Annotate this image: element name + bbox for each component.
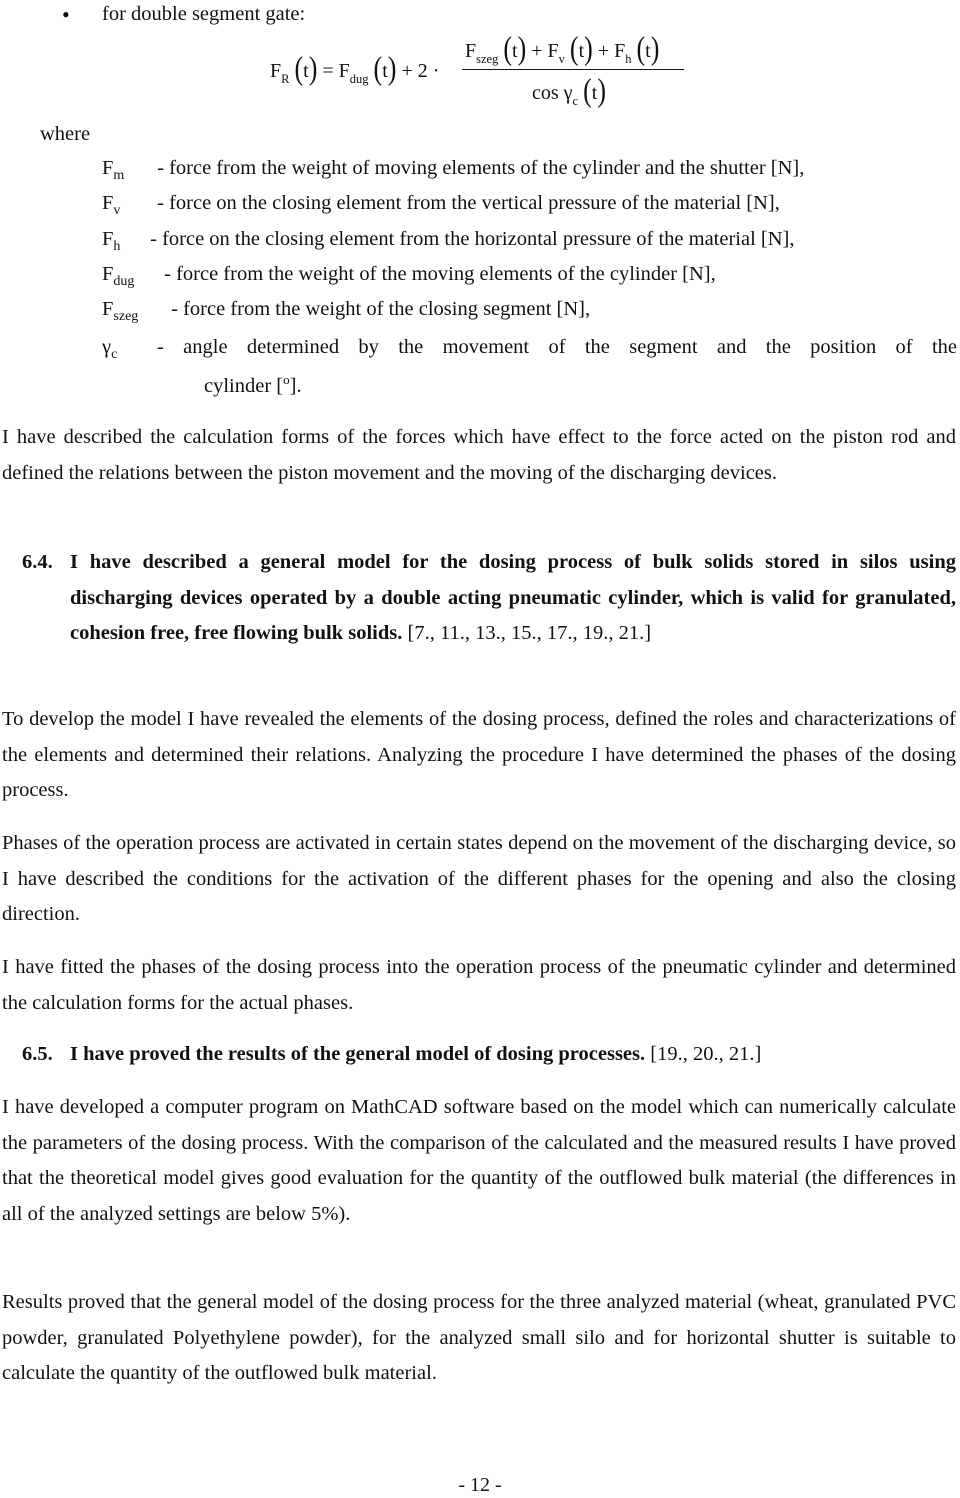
definition-row: $F_m$ - force from the weight of moving elements of the cylinder and the shutter [N], [102,157,805,184]
formula-fdug-subscript: dug [349,72,369,86]
paragraph: Phases of the operation process are activated in certain states depend on the movement of the discharging device, so I have described the conditions for the activation of the different phases for the opening and also the closing direction. [2,832,956,925]
definition-row: $F_{szeg}$ - force from the weight of the closing segment [N], [102,298,591,325]
formula-numerator: $F_{szeg}$ $(t) + F_v$ $(t) + F_h$ (t) [465,30,660,67]
section-6-5 [2,1037,956,1073]
definition-row: $F_v$ - force on the closing element from the vertical pressure of the material [N], [102,192,780,219]
formula-arg: t [303,60,309,82]
paragraph: To develop the model I have revealed the elements of the dosing process, defined the roles and characterizations of the elements and determined their relations. Analyzing the procedure I have determined the phases of the dosing process. [2,708,956,801]
section-text: I have described a general model for the dosing process of bulk solids stored in silos using discharging devices operated by a double acting pneumatic cylinder, which is valid for granulated, cohesion free, free flowing bulk solids. [7., 11., 13., 15., 17., 19., 21.] [70,551,956,644]
page-number: - 12 - [458,1474,502,1496]
section-number: 6.5. [22,1043,53,1065]
section-text: I have proved the results of the general model of dosing processes. [19., 20., 21.] [70,1043,762,1065]
formula [270,30,690,116]
formula-fdug: F [338,60,350,82]
formula-lhs-subscript: R [281,72,290,86]
where-label: where [40,123,91,145]
bullet-text: for double segment gate: [102,3,306,25]
paragraph: I have described the calculation forms of the forces which have effect to the force acted on the piston rod and defined the relations between the piston movement and the moving of the discharging devices. [2,426,956,484]
formula-denominator: $\cos \gamma_c$ (t) [532,72,606,109]
formula-lhs-symbol: F [270,60,282,82]
paragraph: Results proved that the general model of the dosing process for the three analyzed material (wheat, granulated PVC powder, granulated Polyethylene powder), for the analyzed small silo and for horizontal shutter is suitable to calculate the quantity of the outflowed bulk material. [2,1291,956,1384]
formula-equals: = [322,60,334,82]
definition-continuation: cylinder [$^o$]. [204,372,302,397]
section-6-4 [2,545,956,652]
formula-plus-two: + 2 · [401,60,440,82]
definition-row: $\gamma_c$ - angle determined by the movement of the segment and the position of the [102,336,957,363]
formula-lhs: $F_R$ $(t) = F_{dug}$ (t) + 2 · [270,50,440,87]
bullet-dot: • [62,2,70,27]
paragraph: I have fitted the phases of the dosing process into the operation process of the pneumatic cylinder and determined the calculation forms for the actual phases. [2,956,956,1014]
definition-row: $F_h$ - force on the closing element from the horizontal pressure of the material [N], [102,228,795,255]
definition-row: $F_{dug}$ - force from the weight of the moving elements of the cylinder [N], [102,263,716,290]
paragraph: I have developed a computer program on MathCAD software based on the model which can numerically calculate the parameters of the dosing process. With the comparison of the calculated and the measured results I have proved that the theoretical model gives good evaluation for the quantity of the outflowed bulk material (the differences in all of the analyzed settings are below 5%). [2,1096,956,1225]
section-number: 6.4. [22,551,53,573]
fraction-line [462,69,684,70]
